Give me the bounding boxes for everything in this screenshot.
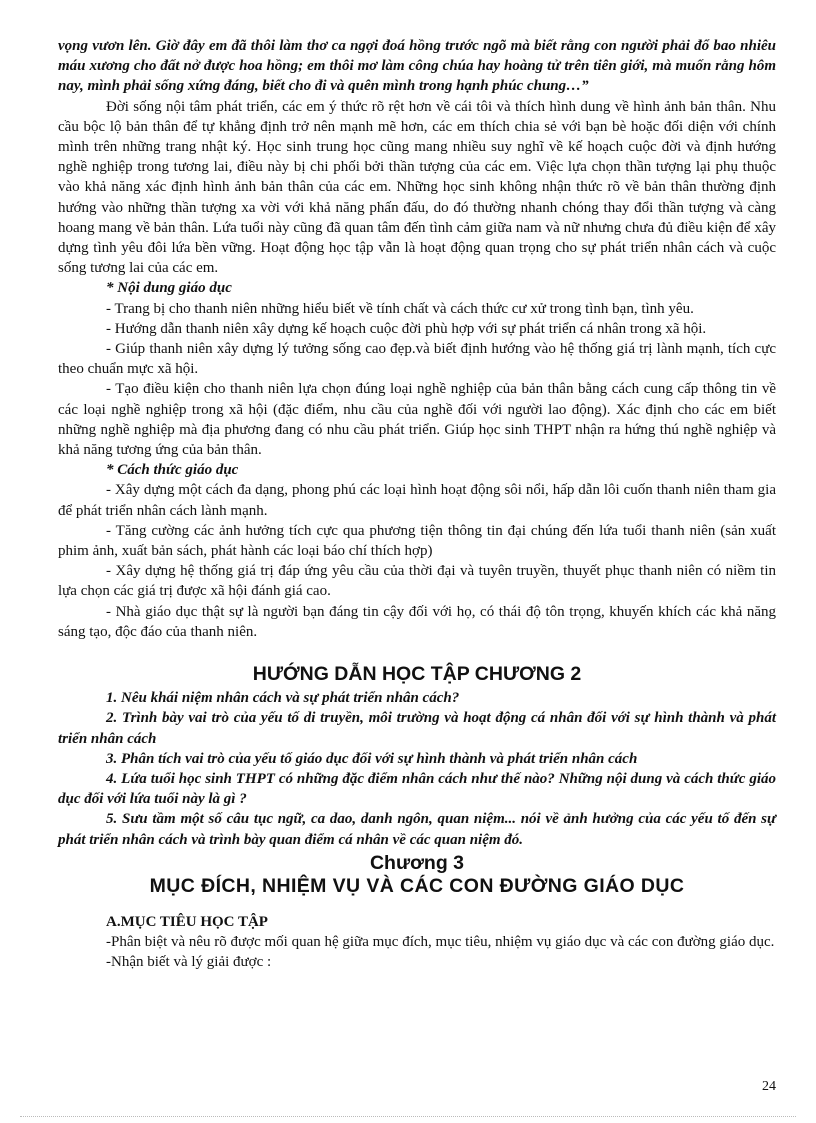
objective-item: -Phân biệt và nêu rõ được mối quan hệ giữa mục đích, mục tiêu, nhiệm vụ giáo dục và các con đường giáo dục. (106, 933, 775, 950)
guide-title: HƯỚNG DẪN HỌC TẬP CHƯƠNG 2 (252, 663, 582, 686)
content-item: - Tạo điều kiện cho thanh niên lựa chọn đúng loại nghề nghiệp của bản thân bằng cách cung cấp thông tin về các loại nghề nghiệp trong xã hội (đặc điểm, nhu cầu của nghề đối với người lao động). Xác định cho các em biết những nghề nghiệp mà địa phương đang có nhu cầu phát triển. Giúp học sinh THPT nhận ra hứng thú nghề nghiệp và khả năng tương ứng của bản thân. (58, 381, 776, 459)
guide-question: 4. Lứa tuổi học sinh THPT có những đặc điểm nhân cách như thế nào? Những nội dung và cách thức giáo dục đối với lứa tuổi này là gì ? (58, 770, 776, 808)
method-heading: * Cách thức giáo dục (106, 462, 239, 479)
page-number: 24 (762, 1079, 776, 1094)
intro-quote: vọng vươn lên. Giờ đây em đã thôi làm thơ ca ngợi đoá hồng trước ngõ mà biết rằng con người phải đổ bao nhiêu máu xương cho đất nở được hoa hồng; em thôi mơ làm công chúa hay hoàng tử trên tiên giới, mà muốn rằng hôm nay, mình phải sống xứng đáng, biết cho đi và quên mình trong hạnh phúc chung…” (58, 38, 776, 95)
chapter-label: Chương 3 (369, 851, 465, 874)
document-page (58, 36, 776, 972)
guide-question: 5. Sưu tầm một số câu tục ngữ, ca dao, danh ngôn, quan niệm... nói về ảnh hưởng của các yếu tố đến sự phát triển nhân cách và trình bày quan điểm cá nhân về các quan niệm đó. (58, 811, 776, 848)
content-item: - Trang bị cho thanh niên những hiểu biết về tính chất và cách thức cư xử trong tình bạn, tình yêu. (106, 300, 694, 317)
method-item: - Xây dựng một cách đa dạng, phong phú các loại hình hoạt động sôi nổi, hấp dẫn lôi cuốn thanh niên tham gia để phát triển nhân cách lành mạnh. (58, 482, 776, 519)
guide-question: 1. Nêu khái niệm nhân cách và sự phát triển nhân cách? (106, 690, 460, 707)
content-heading: * Nội dung giáo dục (106, 280, 232, 297)
section-heading: A.MỤC TIÊU HỌC TẬP (106, 913, 268, 930)
method-item: - Tăng cường các ảnh hưởng tích cực qua phương tiện thông tin đại chúng đến lứa tuổi thanh niên (sản xuất phim ảnh, xuất bản sách, phát hành các loại báo chí thích hợp) (58, 522, 776, 560)
inner-life-paragraph: Đời sống nội tâm phát triển, các em ý thức rõ rệt hơn về cái tôi và thích hình dung về hình ảnh bản thân. Nhu cầu bộc lộ bản thân để tự khẳng định trở nên mạnh mẽ hơn, các em thích chia sẻ với bạn bè hoặc đối diện với chính mình trên những trang nhật ký. Học sinh trung học cũng mang nhiều suy nghĩ về kế hoạch cuộc đời và định hướng nghề nghiệp trong tương lai, điều này bị chi phối bởi thần tượng của các em. Việc lựa chọn thần tượng lại phụ thuộc vào khả năng xác định hình ảnh bản thân của các em. Những học sinh không nhận thức rõ về bản thân thường định hướng vào những thần tượng xa vời với khả năng phấn đấu, do đó thường nhanh chóng thay đổi thần tượng và càng hoang mang về bản thân. Lứa tuổi này cũng đã quan tâm đến tình cảm giữa nam và nữ nhưng chưa đủ điều kiện để xây dựng tình yêu đôi lứa bền vững. Hoạt động học tập vẫn là hoạt động quan trọng cho sự phát triển nhân cách và cuộc sống tương lai của các em. (58, 98, 776, 277)
content-item: - Giúp thanh niên xây dựng lý tưởng sống cao đẹp.và biết định hướng vào hệ thống giá trị lành mạnh, tích cực theo chuẩn mực xã hội. (58, 341, 776, 378)
method-item: - Xây dựng hệ thống giá trị đáp ứng yêu cầu của thời đại và tuyên truyền, thuyết phục thanh niên có niềm tin lựa chọn các giá trị được xã hội đánh giá cao. (58, 563, 776, 600)
page-bottom-rule (20, 1116, 796, 1117)
guide-question: 3. Phân tích vai trò của yếu tố giáo dục đối với sự hình thành và phát triển nhân cách (106, 750, 638, 767)
guide-question: 2. Trình bày vai trò của yếu tố di truyền, môi trường và hoạt động cá nhân đối với sự hình thành và phát triển nhân cách (58, 710, 776, 747)
chapter-title: MỤC ĐÍCH, NHIỆM VỤ VÀ CÁC CON ĐƯỜNG GIÁO DỤC (149, 874, 685, 897)
objective-item: -Nhận biết và lý giải được : (106, 954, 272, 971)
content-item: - Hướng dẫn thanh niên xây dựng kế hoạch cuộc đời phù hợp với sự phát triển cá nhân trong xã hội. (106, 320, 707, 337)
method-item: - Nhà giáo dục thật sự là người bạn đáng tin cậy đối với họ, có thái độ tôn trọng, khuyến khích các khả năng sáng tạo, độc đáo của thanh niên. (58, 603, 776, 640)
